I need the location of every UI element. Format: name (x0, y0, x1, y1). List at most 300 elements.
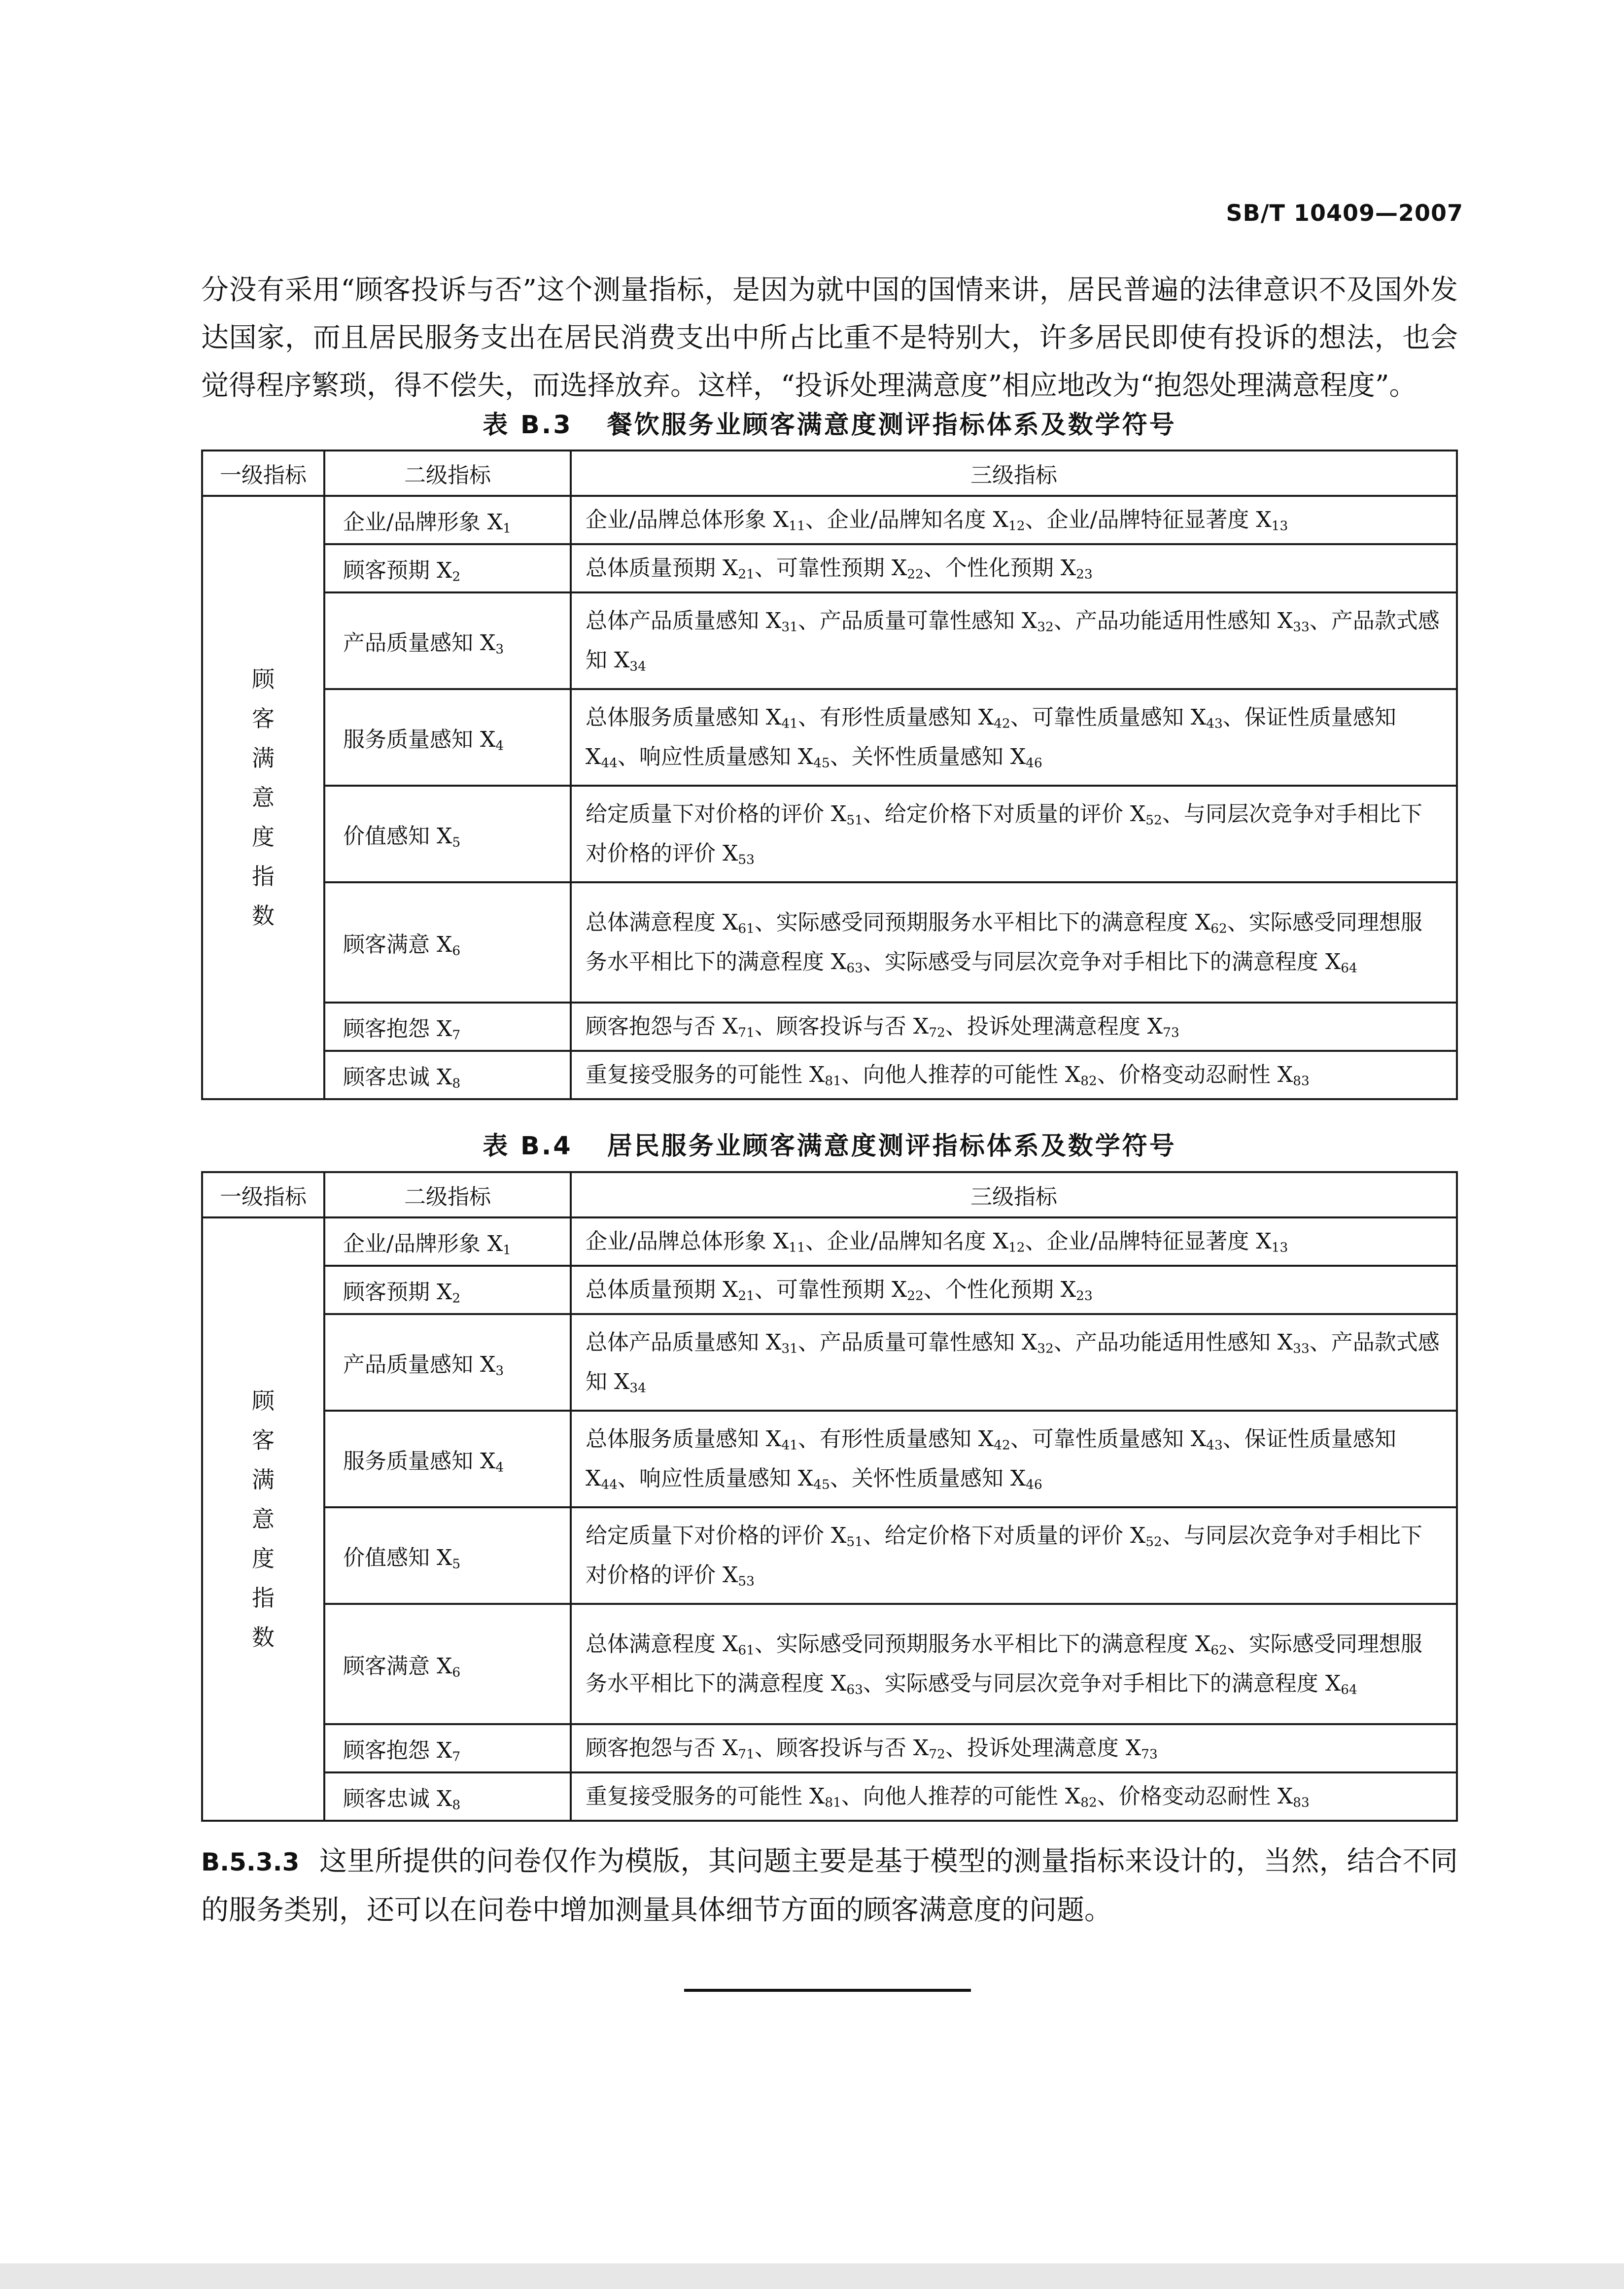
item-separator: 、 (754, 1277, 776, 1302)
level3-item: 可靠性预期 (776, 555, 885, 581)
level3-symbol: X (978, 705, 994, 730)
level3-item: 实际感受同理想服务水平相比下的满意程度 (586, 910, 1422, 974)
level3-symbol: X (723, 555, 738, 581)
level2-cell (324, 1051, 571, 1099)
level2-name: 顾客抱怨 (343, 1738, 430, 1763)
level2-name: 服务质量感知 (343, 727, 473, 752)
level1-char: 意 (252, 784, 275, 811)
level3-symbol: X (1130, 1523, 1146, 1548)
item-separator: 、 (841, 1784, 863, 1809)
level3-symbol: X (1021, 1330, 1037, 1355)
level2-cell (324, 544, 571, 592)
level3-subscript: 81 (825, 1795, 841, 1810)
scan-bottom-band (0, 2263, 1624, 2289)
level3-item: 产品功能适用性感知 (1075, 608, 1271, 633)
level2-name: 顾客满意 (343, 932, 430, 957)
level3-item: 可靠性质量感知 (1032, 705, 1184, 730)
level2-symbol: X (437, 1545, 452, 1570)
level2-symbol: X (437, 1654, 452, 1679)
level3-subscript: 82 (1080, 1073, 1097, 1089)
item-separator: 、 (863, 801, 885, 827)
table-b3 (201, 450, 1458, 1100)
level3-item: 总体满意程度 (586, 1631, 716, 1657)
level3-subscript: 34 (629, 659, 646, 674)
level2-cell (324, 689, 571, 786)
level3-item: 实际感受与同层次竞争对手相比下的满意程度 (884, 1671, 1318, 1696)
level3-item: 总体产品质量感知 (586, 1330, 759, 1355)
level3-symbol: X (1060, 1277, 1076, 1302)
item-separator: 、 (829, 1466, 852, 1491)
level2-cell (324, 1604, 571, 1724)
level2-symbol: X (480, 1352, 496, 1377)
level3-symbol: X (723, 1277, 738, 1302)
level2-symbol: X (487, 1231, 503, 1256)
item-separator: 、 (1222, 1426, 1244, 1452)
header-level1: 一级指标 (202, 451, 324, 496)
table-row (202, 1051, 1457, 1099)
level2-name: 顾客抱怨 (343, 1016, 430, 1041)
level3-subscript: 63 (846, 1682, 863, 1698)
level3-subscript: 21 (738, 566, 755, 582)
level2-symbol: X (437, 1016, 452, 1041)
level3-subscript: 41 (781, 1437, 798, 1453)
level2-subscript: 5 (452, 834, 461, 850)
level3-symbol: X (773, 507, 789, 532)
level3-symbol: X (797, 1466, 814, 1491)
level3-subscript: 62 (1210, 921, 1227, 936)
level3-item: 顾客抱怨与否 (586, 1735, 716, 1761)
level3-item: 关怀性质量感知 (851, 1466, 1003, 1491)
level2-cell (324, 1003, 571, 1051)
level3-cell (571, 1411, 1457, 1507)
level2-name: 顾客忠诚 (343, 1786, 430, 1811)
level3-subscript: 72 (929, 1025, 945, 1040)
level3-cell (571, 786, 1457, 882)
level3-item: 价格变动忍耐性 (1118, 1784, 1271, 1809)
level2-symbol: X (437, 1786, 452, 1811)
table-b3-caption (201, 404, 1458, 441)
level3-symbol: X (831, 1671, 847, 1696)
table-row (202, 1314, 1457, 1411)
table-row (202, 786, 1457, 882)
level3-symbol: X (614, 648, 630, 673)
level3-subscript: 73 (1163, 1025, 1179, 1040)
level2-cell (324, 592, 571, 689)
level3-symbol: X (1010, 744, 1026, 769)
table-row (202, 1507, 1457, 1604)
level3-symbol: X (1277, 1784, 1293, 1809)
level2-symbol: X (437, 1065, 452, 1090)
level1-char: 客 (252, 1427, 275, 1454)
header-level3: 三级指标 (571, 1172, 1457, 1217)
level1-char: 指 (252, 1585, 275, 1611)
level3-symbol: X (797, 744, 814, 769)
level2-symbol: X (480, 630, 496, 656)
level3-symbol: X (723, 1014, 738, 1039)
level3-symbol: X (1010, 1466, 1026, 1491)
level3-symbol: X (766, 705, 782, 730)
level3-cell (571, 882, 1457, 1003)
level3-item: 有形性质量感知 (819, 1426, 971, 1452)
level1-char: 意 (252, 1506, 275, 1532)
level3-symbol: X (913, 1735, 929, 1761)
level3-subscript: 73 (1141, 1746, 1158, 1762)
level2-subscript: 3 (495, 641, 504, 657)
level2-subscript: 7 (452, 1749, 461, 1765)
item-separator: 、 (797, 705, 820, 730)
level2-subscript: 8 (452, 1075, 461, 1091)
level3-item: 价格变动忍耐性 (1118, 1062, 1271, 1087)
level2-symbol: X (437, 932, 452, 957)
level3-item: 产品质量可靠性感知 (819, 1330, 1015, 1355)
level2-symbol: X (437, 1738, 452, 1763)
level3-symbol: X (586, 1466, 601, 1491)
item-separator: 、 (754, 1631, 776, 1657)
item-separator: 、 (1227, 1631, 1249, 1657)
table-row (202, 496, 1457, 544)
level3-item: 可靠性质量感知 (1032, 1426, 1184, 1452)
level3-item: 产品质量可靠性感知 (819, 608, 1015, 633)
header-level1: 一级指标 (202, 1172, 324, 1217)
level3-item: 总体产品质量感知 (586, 608, 759, 633)
level3-symbol: X (891, 555, 907, 581)
level3-item: 企业/品牌特征显著度 (1046, 507, 1249, 532)
item-separator: 、 (797, 1426, 820, 1452)
level3-item: 给定价格下对质量的评价 (884, 1523, 1123, 1548)
level3-item: 企业/品牌特征显著度 (1046, 1229, 1249, 1254)
section-b533-paragraph (201, 1838, 1458, 1934)
level3-item: 企业/品牌知名度 (827, 1229, 986, 1254)
level3-subscript: 45 (813, 1477, 830, 1492)
level3-cell (571, 496, 1457, 544)
level3-subscript: 11 (789, 518, 805, 534)
level3-cell (571, 1507, 1457, 1604)
item-separator: 、 (1053, 608, 1075, 633)
level2-subscript: 8 (452, 1797, 461, 1813)
item-separator: 、 (1097, 1062, 1119, 1087)
level3-symbol: X (831, 1523, 847, 1548)
level3-subscript: 12 (1008, 1240, 1025, 1255)
level1-label (250, 659, 276, 936)
item-separator: 、 (1309, 1330, 1331, 1355)
level3-symbol: X (1277, 1062, 1293, 1087)
level3-item: 顾客投诉与否 (776, 1014, 906, 1039)
level3-item: 关怀性质量感知 (851, 744, 1003, 769)
header-level2: 二级指标 (324, 451, 571, 496)
level3-subscript: 71 (738, 1746, 755, 1762)
level3-symbol: X (1325, 1671, 1341, 1696)
level3-cell (571, 689, 1457, 786)
level3-item: 实际感受同预期服务水平相比下的满意程度 (776, 910, 1188, 935)
level3-symbol: X (809, 1784, 825, 1809)
item-separator: 、 (754, 555, 776, 581)
level2-name: 企业/品牌形象 (343, 510, 481, 535)
level3-subscript: 34 (629, 1380, 646, 1396)
level3-subscript: 63 (846, 960, 863, 976)
level3-subscript: 31 (781, 1341, 798, 1356)
table-row (202, 1411, 1457, 1507)
level3-subscript: 44 (601, 755, 618, 771)
level2-symbol: X (437, 558, 452, 583)
level3-symbol: X (809, 1062, 825, 1087)
level3-symbol: X (766, 1426, 782, 1452)
level3-item: 个性化预期 (945, 555, 1054, 581)
level2-cell (324, 1217, 571, 1266)
level2-symbol: X (480, 727, 496, 752)
level3-subscript: 53 (738, 852, 755, 867)
level1-char: 度 (252, 1545, 275, 1572)
level3-subscript: 62 (1210, 1642, 1227, 1658)
level3-subscript: 72 (929, 1746, 945, 1762)
level3-item: 有形性质量感知 (819, 705, 971, 730)
level3-item: 总体服务质量感知 (586, 705, 759, 730)
level3-subscript: 61 (738, 1642, 755, 1658)
level3-item: 给定质量下对价格的评价 (586, 801, 824, 827)
level3-subscript: 46 (1026, 755, 1042, 771)
level3-symbol: X (891, 1277, 907, 1302)
level2-symbol: X (480, 1449, 496, 1474)
item-separator: 、 (863, 949, 885, 974)
table-b4-body (202, 1172, 1457, 1821)
level3-subscript: 23 (1076, 1288, 1093, 1304)
level3-subscript: 33 (1293, 1341, 1310, 1356)
level3-symbol: X (1256, 507, 1272, 532)
level3-subscript: 51 (846, 1534, 863, 1550)
level3-item: 与同层次竞争对手相比下对价格的评价 (586, 1523, 1422, 1588)
level3-cell (571, 592, 1457, 689)
level3-subscript: 45 (813, 755, 830, 771)
header-level3: 三级指标 (571, 451, 1457, 496)
level3-cell (571, 1266, 1457, 1314)
level3-symbol: X (978, 1426, 994, 1452)
item-separator: 、 (754, 910, 776, 935)
level3-subscript: 83 (1293, 1795, 1310, 1810)
level3-item: 保证性质量感知 (1244, 1426, 1396, 1452)
level3-symbol: X (614, 1369, 630, 1394)
level1-char: 满 (252, 745, 275, 771)
item-separator: 、 (1053, 1330, 1075, 1355)
item-separator: 、 (1162, 801, 1184, 827)
level3-symbol: X (993, 1229, 1008, 1254)
level3-subscript: 42 (994, 1437, 1010, 1453)
level2-symbol: X (437, 824, 452, 849)
level3-symbol: X (993, 507, 1008, 532)
level2-subscript: 1 (503, 520, 511, 536)
level2-subscript: 6 (452, 943, 461, 959)
item-separator: 、 (829, 744, 852, 769)
level3-cell (571, 1724, 1457, 1772)
item-separator: 、 (1162, 1523, 1184, 1548)
item-separator: 、 (1222, 705, 1244, 730)
level3-item: 重复接受服务的可能性 (586, 1062, 802, 1087)
level3-subscript: 64 (1341, 1682, 1357, 1698)
level3-subscript: 32 (1037, 619, 1054, 635)
level3-subscript: 52 (1145, 812, 1162, 828)
level3-subscript: 42 (994, 716, 1010, 731)
level3-item: 与同层次竞争对手相比下对价格的评价 (586, 801, 1422, 866)
level1-cell (202, 1217, 324, 1821)
level3-subscript: 32 (1037, 1341, 1054, 1356)
header-level2: 二级指标 (324, 1172, 571, 1217)
level3-item: 向他人推荐的可能性 (863, 1784, 1058, 1809)
level3-subscript: 41 (781, 716, 798, 731)
level3-cell (571, 544, 1457, 592)
level3-subscript: 82 (1080, 1795, 1097, 1810)
level3-subscript: 13 (1271, 518, 1288, 534)
level2-cell (324, 882, 571, 1003)
level3-item: 可靠性预期 (776, 1277, 885, 1302)
level3-subscript: 51 (846, 812, 863, 828)
item-separator: 、 (797, 608, 820, 633)
level3-subscript: 53 (738, 1573, 755, 1589)
item-separator: 、 (945, 1735, 967, 1761)
level3-item: 向他人推荐的可能性 (863, 1062, 1058, 1087)
level3-subscript: 52 (1145, 1534, 1162, 1550)
level2-name: 产品质量感知 (343, 630, 473, 656)
level2-name: 顾客预期 (343, 1280, 430, 1305)
level3-symbol: X (723, 1735, 738, 1761)
level3-symbol: X (831, 801, 847, 827)
level3-subscript: 64 (1341, 960, 1357, 976)
level3-symbol: X (1256, 1229, 1272, 1254)
level3-item: 响应性质量感知 (639, 1466, 791, 1491)
level3-symbol: X (1060, 555, 1076, 581)
item-separator: 、 (1309, 608, 1331, 633)
item-separator: 、 (797, 1330, 820, 1355)
level2-cell (324, 1507, 571, 1604)
level3-symbol: X (766, 1330, 782, 1355)
level2-name: 价值感知 (343, 1545, 430, 1570)
level2-cell (324, 1724, 571, 1772)
level3-item: 顾客抱怨与否 (586, 1014, 716, 1039)
level2-name: 价值感知 (343, 824, 430, 849)
level3-cell (571, 1604, 1457, 1724)
level2-name: 顾客预期 (343, 558, 430, 583)
level3-subscript: 23 (1076, 566, 1093, 582)
item-separator: 、 (617, 744, 639, 769)
item-separator: 、 (863, 1671, 885, 1696)
level3-symbol: X (723, 1562, 738, 1588)
level3-symbol: X (1195, 1631, 1211, 1657)
level3-item: 产品款式感知 (586, 1330, 1440, 1394)
level2-subscript: 2 (452, 1290, 461, 1306)
level2-subscript: 4 (495, 1459, 504, 1475)
item-separator: 、 (805, 507, 827, 532)
level3-cell (571, 1772, 1457, 1821)
item-separator: 、 (1025, 1229, 1047, 1254)
item-separator: 、 (1025, 507, 1047, 532)
level2-cell (324, 1411, 571, 1507)
level3-item: 个性化预期 (945, 1277, 1054, 1302)
level3-symbol: X (1021, 608, 1037, 633)
item-separator: 、 (841, 1062, 863, 1087)
level3-subscript: 46 (1026, 1477, 1042, 1492)
item-separator: 、 (923, 555, 945, 581)
level3-item: 总体满意程度 (586, 910, 716, 935)
table-b4-title: 居民服务业顾客满意度测评指标体系及数学符号 (607, 1132, 1176, 1161)
level1-char: 数 (252, 902, 275, 929)
table-b3-body (202, 451, 1457, 1099)
level3-subscript: 83 (1293, 1073, 1310, 1089)
level3-item: 顾客投诉与否 (776, 1735, 906, 1761)
level2-cell (324, 1314, 571, 1411)
level3-symbol: X (1125, 1735, 1141, 1761)
table-row (202, 544, 1457, 592)
level2-subscript: 2 (452, 569, 461, 585)
level1-char: 客 (252, 705, 275, 732)
level2-name: 服务质量感知 (343, 1449, 473, 1474)
level3-item: 企业/品牌总体形象 (586, 507, 766, 532)
level3-symbol: X (1065, 1784, 1081, 1809)
level3-item: 产品功能适用性感知 (1075, 1330, 1271, 1355)
item-separator: 、 (805, 1229, 827, 1254)
level3-subscript: 22 (907, 1288, 924, 1304)
item-separator: 、 (945, 1014, 967, 1039)
item-separator: 、 (863, 1523, 885, 1548)
level3-item: 重复接受服务的可能性 (586, 1784, 802, 1809)
level3-symbol: X (766, 608, 782, 633)
level2-subscript: 5 (452, 1556, 461, 1572)
level3-symbol: X (913, 1014, 929, 1039)
item-separator: 、 (1227, 910, 1249, 935)
level1-cell (202, 496, 324, 1099)
level3-subscript: 43 (1206, 716, 1223, 731)
item-separator: 、 (617, 1466, 639, 1491)
level2-subscript: 6 (452, 1665, 461, 1680)
level3-item: 企业/品牌知名度 (827, 507, 986, 532)
level3-symbol: X (773, 1229, 789, 1254)
level2-cell (324, 496, 571, 544)
level3-subscript: 43 (1206, 1437, 1223, 1453)
level3-subscript: 33 (1293, 619, 1310, 635)
level3-symbol: X (723, 1631, 738, 1657)
level3-item: 实际感受同预期服务水平相比下的满意程度 (776, 1631, 1188, 1657)
level3-symbol: X (1190, 1426, 1207, 1452)
level1-char: 顾 (252, 666, 275, 693)
level2-cell (324, 1772, 571, 1821)
level2-subscript: 7 (452, 1027, 461, 1043)
table-row (202, 1003, 1457, 1051)
level2-name: 企业/品牌形象 (343, 1231, 481, 1256)
item-separator: 、 (754, 1735, 776, 1761)
item-separator: 、 (1010, 1426, 1032, 1452)
level3-symbol: X (1065, 1062, 1081, 1087)
level3-symbol: X (1277, 608, 1293, 633)
level3-subscript: 31 (781, 619, 798, 635)
end-rule (684, 1989, 971, 1992)
level3-item: 总体质量预期 (586, 555, 716, 581)
level3-subscript: 21 (738, 1288, 755, 1304)
table-b4-caption (201, 1125, 1458, 1162)
level3-symbol: X (1325, 949, 1341, 974)
item-separator: 、 (1010, 705, 1032, 730)
level3-symbol: X (1147, 1014, 1163, 1039)
level3-subscript: 13 (1271, 1240, 1288, 1255)
item-separator: 、 (1097, 1784, 1119, 1809)
table-row (202, 882, 1457, 1003)
table-row (202, 1604, 1457, 1724)
level2-cell (324, 1266, 571, 1314)
level3-item: 实际感受同理想服务水平相比下的满意程度 (586, 1631, 1422, 1696)
level3-subscript: 11 (789, 1240, 805, 1255)
level2-name: 顾客忠诚 (343, 1065, 430, 1090)
level3-symbol: X (1277, 1330, 1293, 1355)
table-row (202, 689, 1457, 786)
level3-symbol: X (1195, 910, 1211, 935)
level1-char: 顾 (252, 1387, 275, 1414)
level3-subscript: 61 (738, 921, 755, 936)
table-header-row (202, 1172, 1457, 1217)
